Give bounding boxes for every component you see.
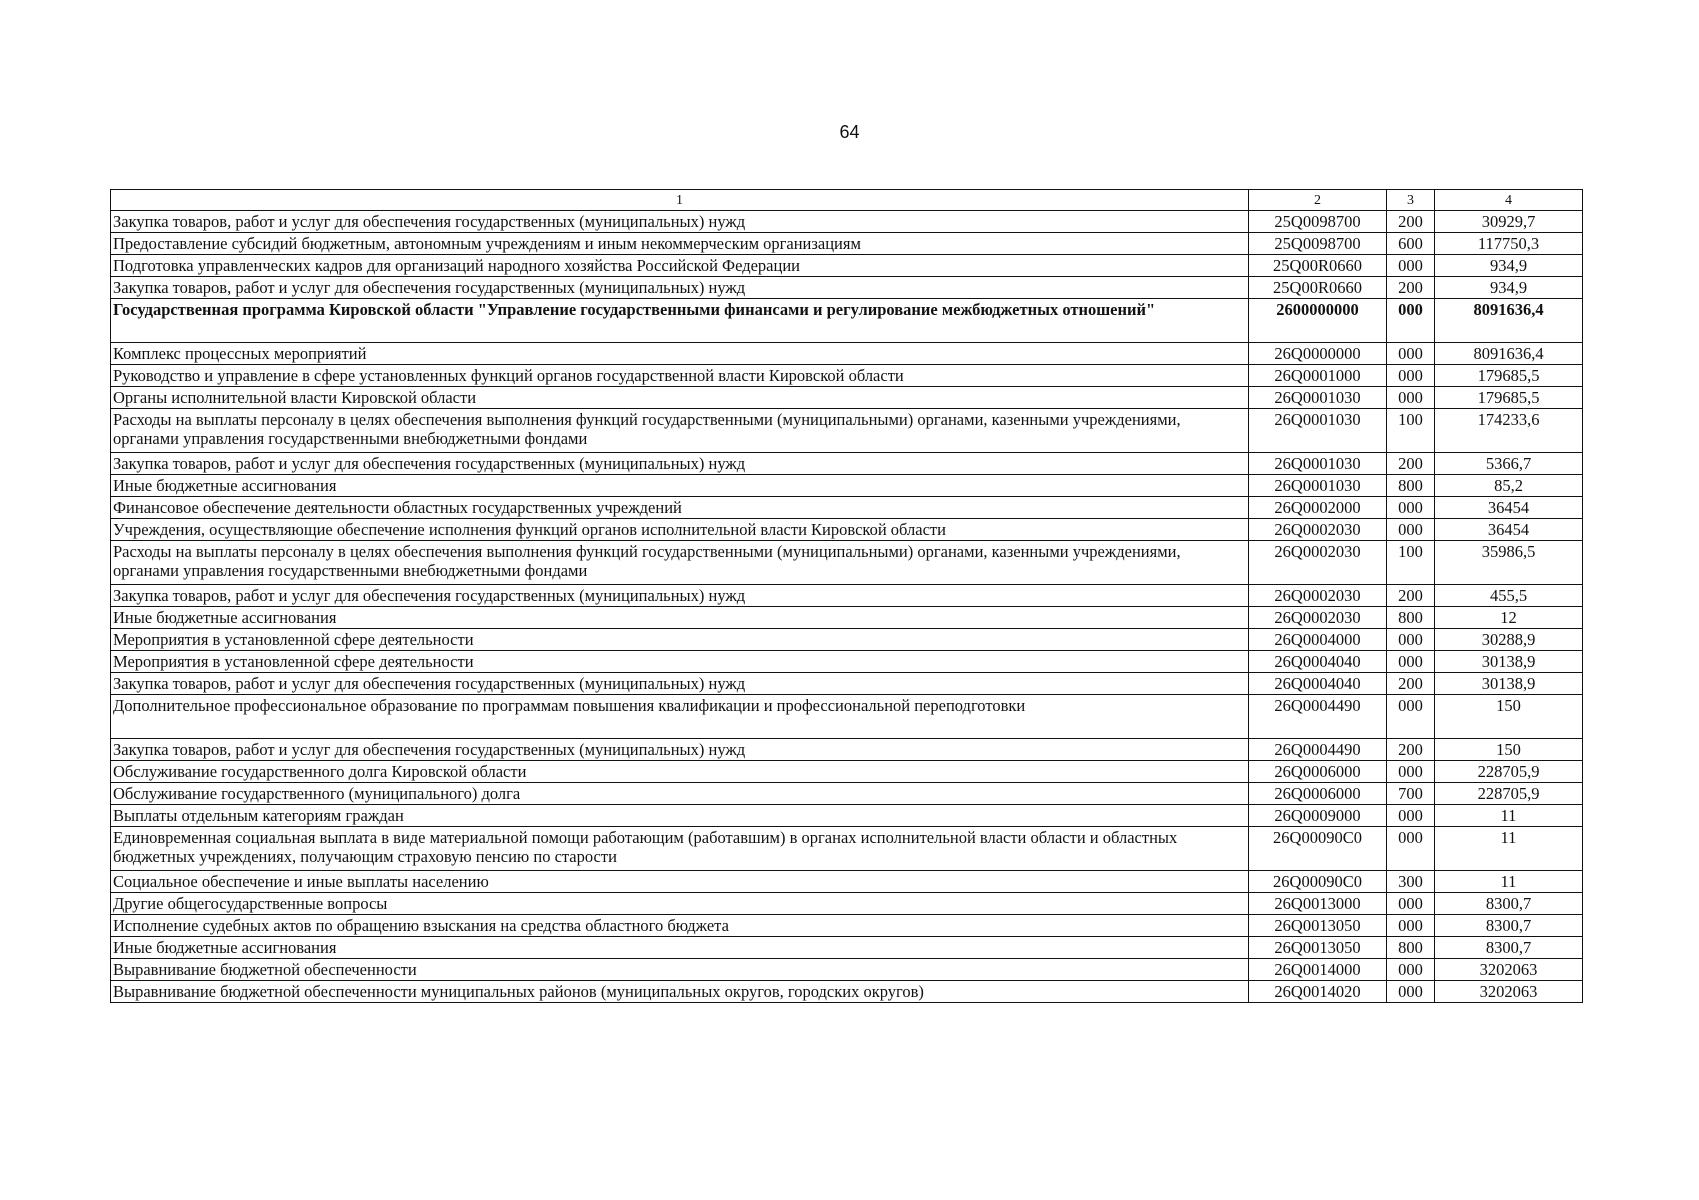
row-expense-type-cell: 600 <box>1387 233 1435 255</box>
row-amount-cell: 150 <box>1435 695 1583 739</box>
row-expense-type-cell: 000 <box>1387 827 1435 871</box>
row-amount-cell: 11 <box>1435 805 1583 827</box>
row-name-cell: Выравнивание бюджетной обеспеченности <box>111 959 1249 981</box>
table-row <box>111 541 1583 585</box>
row-expense-type-cell: 800 <box>1387 607 1435 629</box>
row-amount-cell: 8091636,4 <box>1435 299 1583 343</box>
row-expense-type-cell: 000 <box>1387 497 1435 519</box>
column-number-2: 2 <box>1249 190 1387 211</box>
row-amount-cell: 3202063 <box>1435 981 1583 1003</box>
row-name-cell: Выплаты отдельным категориям граждан <box>111 805 1249 827</box>
row-name-cell: Закупка товаров, работ и услуг для обеспечения государственных (муниципальных) нужд <box>111 739 1249 761</box>
row-expense-type-cell: 800 <box>1387 937 1435 959</box>
row-target-code-cell: 25Q00R0660 <box>1249 255 1387 277</box>
row-expense-type-cell: 100 <box>1387 541 1435 585</box>
row-name-cell: Закупка товаров, работ и услуг для обеспечения государственных (муниципальных) нужд <box>111 453 1249 475</box>
row-name-cell: Финансовое обеспечение деятельности областных государственных учреждений <box>111 497 1249 519</box>
row-target-code-cell: 26Q0001000 <box>1249 365 1387 387</box>
row-target-code-cell: 26Q0013000 <box>1249 893 1387 915</box>
table-row <box>111 475 1583 497</box>
row-target-code-cell: 26Q0006000 <box>1249 761 1387 783</box>
table-row <box>111 805 1583 827</box>
row-name-cell: Исполнение судебных актов по обращению взыскания на средства областного бюджета <box>111 915 1249 937</box>
row-amount-cell: 179685,5 <box>1435 365 1583 387</box>
row-name-cell: Единовременная социальная выплата в виде материальной помощи работающим (работавшим) в органах исполнительной власти области и областных бюджетных учреждениях, получающим страховую пенсию по старости <box>111 827 1249 871</box>
table-row <box>111 871 1583 893</box>
table-row <box>111 629 1583 651</box>
table-row <box>111 761 1583 783</box>
row-target-code-cell: 26Q0014000 <box>1249 959 1387 981</box>
row-expense-type-cell: 000 <box>1387 343 1435 365</box>
row-expense-type-cell: 000 <box>1387 519 1435 541</box>
row-name-cell: Государственная программа Кировской области "Управление государственными финансами и регулирование межбюджетных отношений" <box>111 299 1249 343</box>
row-amount-cell: 11 <box>1435 871 1583 893</box>
table-row <box>111 959 1583 981</box>
row-amount-cell: 8300,7 <box>1435 893 1583 915</box>
row-amount-cell: 179685,5 <box>1435 387 1583 409</box>
row-target-code-cell: 26Q0009000 <box>1249 805 1387 827</box>
row-name-cell: Подготовка управленческих кадров для организаций народного хозяйства Российской Федерации <box>111 255 1249 277</box>
table-row <box>111 651 1583 673</box>
row-amount-cell: 228705,9 <box>1435 783 1583 805</box>
column-number-1: 1 <box>111 190 1249 211</box>
row-target-code-cell: 26Q0001030 <box>1249 475 1387 497</box>
row-name-cell: Иные бюджетные ассигнования <box>111 937 1249 959</box>
row-name-cell: Расходы на выплаты персоналу в целях обеспечения выполнения функций государственными (муниципальными) органами, казенными учреждениями, органами управления государственными внебюджетными фондами <box>111 409 1249 453</box>
row-amount-cell: 30929,7 <box>1435 211 1583 233</box>
row-name-cell: Закупка товаров, работ и услуг для обеспечения государственных (муниципальных) нужд <box>111 277 1249 299</box>
row-amount-cell: 36454 <box>1435 519 1583 541</box>
row-name-cell: Закупка товаров, работ и услуг для обеспечения государственных (муниципальных) нужд <box>111 211 1249 233</box>
row-target-code-cell: 26Q0004490 <box>1249 739 1387 761</box>
row-name-cell: Расходы на выплаты персоналу в целях обеспечения выполнения функций государственными (муниципальными) органами, казенными учреждениями, органами управления государственными внебюджетными фондами <box>111 541 1249 585</box>
column-number-3: 3 <box>1387 190 1435 211</box>
row-name-cell: Комплекс процессных мероприятий <box>111 343 1249 365</box>
row-name-cell: Выравнивание бюджетной обеспеченности муниципальных районов (муниципальных округов, городских округов) <box>111 981 1249 1003</box>
row-name-cell: Иные бюджетные ассигнования <box>111 607 1249 629</box>
row-amount-cell: 36454 <box>1435 497 1583 519</box>
table-row <box>111 893 1583 915</box>
row-target-code-cell: 26Q0006000 <box>1249 783 1387 805</box>
row-expense-type-cell: 200 <box>1387 277 1435 299</box>
table-row <box>111 277 1583 299</box>
row-expense-type-cell: 800 <box>1387 475 1435 497</box>
row-amount-cell: 934,9 <box>1435 277 1583 299</box>
table-row <box>111 783 1583 805</box>
row-amount-cell: 8300,7 <box>1435 915 1583 937</box>
row-expense-type-cell: 000 <box>1387 959 1435 981</box>
row-expense-type-cell: 200 <box>1387 211 1435 233</box>
table-row <box>111 827 1583 871</box>
row-amount-cell: 8091636,4 <box>1435 343 1583 365</box>
table-row <box>111 607 1583 629</box>
row-name-cell: Мероприятия в установленной сфере деятельности <box>111 651 1249 673</box>
row-name-cell: Закупка товаров, работ и услуг для обеспечения государственных (муниципальных) нужд <box>111 673 1249 695</box>
row-expense-type-cell: 000 <box>1387 805 1435 827</box>
row-expense-type-cell: 000 <box>1387 255 1435 277</box>
row-target-code-cell: 26Q0002030 <box>1249 519 1387 541</box>
row-target-code-cell: 26Q0001030 <box>1249 387 1387 409</box>
row-target-code-cell: 26Q0004040 <box>1249 651 1387 673</box>
budget-table <box>110 189 1583 1003</box>
column-number-row <box>111 190 1583 211</box>
row-target-code-cell: 26Q0001030 <box>1249 409 1387 453</box>
row-target-code-cell: 26Q0013050 <box>1249 937 1387 959</box>
row-amount-cell: 455,5 <box>1435 585 1583 607</box>
table-row <box>111 585 1583 607</box>
row-target-code-cell: 25Q00R0660 <box>1249 277 1387 299</box>
row-expense-type-cell: 200 <box>1387 453 1435 475</box>
row-name-cell: Учреждения, осуществляющие обеспечение исполнения функций органов исполнительной власти Кировской области <box>111 519 1249 541</box>
row-expense-type-cell: 000 <box>1387 365 1435 387</box>
row-expense-type-cell: 000 <box>1387 695 1435 739</box>
row-expense-type-cell: 200 <box>1387 673 1435 695</box>
row-expense-type-cell: 200 <box>1387 739 1435 761</box>
row-amount-cell: 30138,9 <box>1435 651 1583 673</box>
row-name-cell: Мероприятия в установленной сфере деятельности <box>111 629 1249 651</box>
table-row <box>111 365 1583 387</box>
row-expense-type-cell: 000 <box>1387 629 1435 651</box>
row-name-cell: Органы исполнительной власти Кировской области <box>111 387 1249 409</box>
table-row <box>111 211 1583 233</box>
table-row <box>111 233 1583 255</box>
table-row <box>111 739 1583 761</box>
row-target-code-cell: 26Q0002030 <box>1249 585 1387 607</box>
table-row <box>111 915 1583 937</box>
row-target-code-cell: 26Q0002000 <box>1249 497 1387 519</box>
row-expense-type-cell: 000 <box>1387 387 1435 409</box>
row-name-cell: Дополнительное профессиональное образование по программам повышения квалификации и профессиональной переподготовки <box>111 695 1249 739</box>
row-name-cell: Обслуживание государственного долга Кировской области <box>111 761 1249 783</box>
row-expense-type-cell: 200 <box>1387 585 1435 607</box>
table-row <box>111 497 1583 519</box>
row-expense-type-cell: 300 <box>1387 871 1435 893</box>
row-amount-cell: 3202063 <box>1435 959 1583 981</box>
row-expense-type-cell: 100 <box>1387 409 1435 453</box>
row-target-code-cell: 26Q0013050 <box>1249 915 1387 937</box>
row-name-cell: Иные бюджетные ассигнования <box>111 475 1249 497</box>
row-target-code-cell: 25Q0098700 <box>1249 233 1387 255</box>
row-amount-cell: 35986,5 <box>1435 541 1583 585</box>
row-amount-cell: 30288,9 <box>1435 629 1583 651</box>
table-row <box>111 519 1583 541</box>
table-row <box>111 409 1583 453</box>
row-target-code-cell: 26Q0014020 <box>1249 981 1387 1003</box>
row-name-cell: Другие общегосударственные вопросы <box>111 893 1249 915</box>
row-expense-type-cell: 000 <box>1387 981 1435 1003</box>
table-row <box>111 387 1583 409</box>
row-target-code-cell: 26Q0000000 <box>1249 343 1387 365</box>
row-amount-cell: 30138,9 <box>1435 673 1583 695</box>
table-row <box>111 981 1583 1003</box>
row-target-code-cell: 26Q00090C0 <box>1249 871 1387 893</box>
table-row <box>111 673 1583 695</box>
row-expense-type-cell: 000 <box>1387 893 1435 915</box>
row-amount-cell: 150 <box>1435 739 1583 761</box>
row-name-cell: Обслуживание государственного (муниципального) долга <box>111 783 1249 805</box>
row-amount-cell: 174233,6 <box>1435 409 1583 453</box>
row-amount-cell: 934,9 <box>1435 255 1583 277</box>
table-row <box>111 453 1583 475</box>
row-name-cell: Закупка товаров, работ и услуг для обеспечения государственных (муниципальных) нужд <box>111 585 1249 607</box>
row-target-code-cell: 26Q0004040 <box>1249 673 1387 695</box>
column-number-4: 4 <box>1435 190 1583 211</box>
row-target-code-cell: 26Q0004490 <box>1249 695 1387 739</box>
row-target-code-cell: 26Q0001030 <box>1249 453 1387 475</box>
row-amount-cell: 5366,7 <box>1435 453 1583 475</box>
row-target-code-cell: 2600000000 <box>1249 299 1387 343</box>
row-amount-cell: 12 <box>1435 607 1583 629</box>
table-body <box>111 211 1583 1003</box>
row-expense-type-cell: 000 <box>1387 651 1435 673</box>
row-target-code-cell: 26Q0004000 <box>1249 629 1387 651</box>
row-amount-cell: 11 <box>1435 827 1583 871</box>
row-amount-cell: 117750,3 <box>1435 233 1583 255</box>
row-name-cell: Предоставление субсидий бюджетным, автономным учреждениям и иным некоммерческим организациям <box>111 233 1249 255</box>
row-target-code-cell: 26Q0002030 <box>1249 541 1387 585</box>
page-number: 64 <box>839 122 860 142</box>
row-amount-cell: 85,2 <box>1435 475 1583 497</box>
row-amount-cell: 8300,7 <box>1435 937 1583 959</box>
row-amount-cell: 228705,9 <box>1435 761 1583 783</box>
row-target-code-cell: 26Q0002030 <box>1249 607 1387 629</box>
row-target-code-cell: 26Q00090C0 <box>1249 827 1387 871</box>
row-name-cell: Социальное обеспечение и иные выплаты населению <box>111 871 1249 893</box>
table-row <box>111 937 1583 959</box>
table-row <box>111 255 1583 277</box>
row-expense-type-cell: 000 <box>1387 299 1435 343</box>
row-expense-type-cell: 000 <box>1387 761 1435 783</box>
row-name-cell: Руководство и управление в сфере установленных функций органов государственной власти Кировской области <box>111 365 1249 387</box>
table-row <box>111 343 1583 365</box>
table-row <box>111 299 1583 343</box>
row-expense-type-cell: 000 <box>1387 915 1435 937</box>
row-target-code-cell: 25Q0098700 <box>1249 211 1387 233</box>
row-expense-type-cell: 700 <box>1387 783 1435 805</box>
table-row <box>111 695 1583 739</box>
